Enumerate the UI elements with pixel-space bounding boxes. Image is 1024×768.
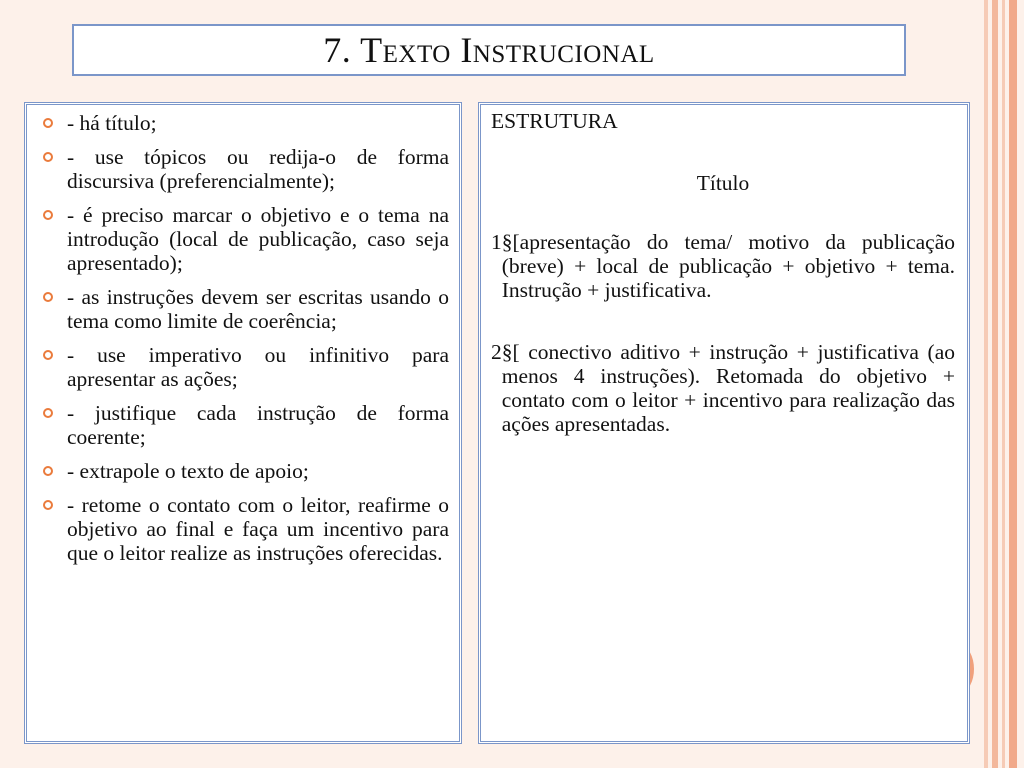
list-item (43, 459, 449, 483)
structure-subtitle: Título (696, 171, 750, 195)
rules-list (27, 105, 459, 565)
paragraph-text: §[ conectivo aditivo + instrução + justificativa (ao menos 4 instruções). Retomada do objetivo + contato com o leitor + incentivo para realização das ações apresentadas. (501, 340, 955, 436)
list-item-text: - é preciso marcar o objetivo e o tema na introdução (local de publicação, caso seja apresentado); (67, 203, 449, 275)
title-box (72, 24, 906, 76)
list-item-text: - retome o contato com o leitor, reafirme o objetivo ao final e faça um incentivo para que o leitor realize as instruções oferecidas. (67, 493, 449, 565)
ring-bullet-icon (43, 152, 53, 162)
list-item (43, 493, 449, 565)
paragraph-number: 1 (491, 230, 502, 254)
paragraph-number: 2 (491, 340, 502, 364)
ring-bullet-icon (43, 292, 53, 302)
ring-bullet-icon (43, 118, 53, 128)
structure-panel (478, 102, 970, 744)
list-item-text: - extrapole o texto de apoio; (67, 459, 309, 483)
ring-bullet-icon (43, 500, 53, 510)
list-item-text: - justifique cada instrução de forma coerente; (67, 401, 449, 449)
ring-bullet-icon (43, 210, 53, 220)
list-item (43, 343, 449, 391)
list-item (43, 401, 449, 449)
decorative-stripes (984, 0, 1024, 768)
list-item (43, 145, 449, 193)
slide-title: 7. Texto Instrucional (323, 30, 655, 70)
structure-heading: ESTRUTURA (491, 109, 618, 133)
ring-bullet-icon (43, 466, 53, 476)
ring-bullet-icon (43, 350, 53, 360)
structure-paragraph (491, 230, 955, 302)
ring-bullet-icon (43, 408, 53, 418)
list-item-text: - use tópicos ou redija-o de forma discursiva (preferencialmente); (67, 145, 449, 193)
list-item (43, 285, 449, 333)
rules-panel (24, 102, 462, 744)
paragraph-text: §[apresentação do tema/ motivo da publicação (breve) + local de publicação + objetivo + tema. Instrução + justificativa. (501, 230, 955, 302)
list-item-text: - use imperativo ou infinitivo para apresentar as ações; (67, 343, 449, 391)
list-item (43, 203, 449, 275)
structure-paragraph (491, 340, 955, 436)
structure-content (481, 105, 967, 436)
list-item (43, 111, 449, 135)
list-item-text: - as instruções devem ser escritas usando o tema como limite de coerência; (67, 285, 449, 333)
list-item-text: - há título; (67, 111, 157, 135)
